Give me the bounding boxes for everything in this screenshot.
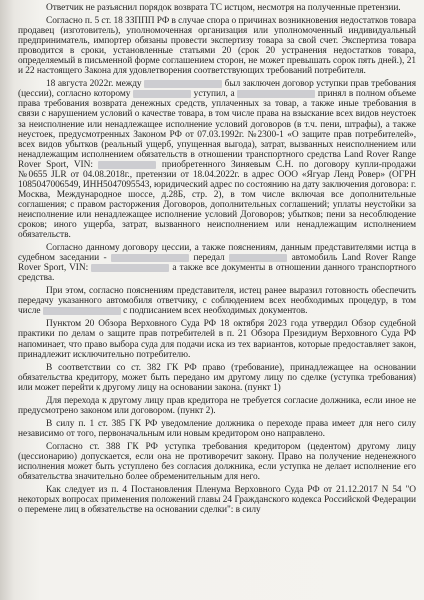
paragraph: Согласно п. 5 ст. 18 ЗЗППП РФ в случае спора о причинах возникновения недостатков товара продавец (изготовитель), уполномоченная организация или уполномоченный индивидуальный предприниматель, импортер обязаны провести экспертизу товара за свой счет. Экспертиза товара проводится в сроки, установленные статьями 20 (срок 20 устранения недостатков товара, определяемый в письменной форме соглашением сторон, не может превышать сорок пять дней.), 21 и 22 настоящего Закона для удовлетворения соответствующих требований потребителя.: [18, 16, 416, 77]
redaction-block: [133, 90, 191, 98]
paragraph: В силу п. 1 ст. 385 ГК РФ уведомление должника о переходе права имеет для него силу независимо от того, первоначальным или новым кредитором оно направлено.: [18, 418, 416, 439]
redaction-block: [43, 307, 121, 315]
redaction-block: [144, 80, 222, 88]
redaction-block: [229, 254, 287, 262]
paragraph: Согласно данному договору цессии, а также пояснениям, данным представителями истца в судебном заседании - передал автомобиль Land Rover Range Rover Sport, VIN: а также все документы в отношении данного транспортного средства.: [18, 243, 416, 284]
paragraph: Для перехода к другому лицу прав кредитора не требуется согласие должника, если иное не предусмотрено законом или договором. (пункт 2).: [18, 395, 416, 416]
redaction-block: [91, 264, 169, 272]
redaction-block: [111, 254, 189, 262]
paragraph: Согласно ст. 388 ГК РФ уступка требования кредитором (цедентом) другому лицу (цессионарию) допускается, если она не противоречит закону. Право на получение неденежного исполнения может быть уступлено без согласия должника, если уступка не делает исполнение его обязательства значительно более обременительным для него.: [18, 441, 416, 483]
paragraph: Ответчик не разъяснил порядок возврата ТС истцом, несмотря на полученные претензии.: [46, 3, 401, 13]
paragraph: Как следует из п. 4 Постановления Пленума Верховного Суда РФ от 21.12.2017 N 54 "О некоторых вопросах применения положений главы 24 Гражданского кодекса Российской Федерации о перемене лиц в обязательстве на основании сделки": в силу: [18, 485, 416, 516]
redaction-block: [237, 90, 315, 98]
paragraph: В соответствии со ст. 382 ГК РФ право (требование), принадлежащее на основании обязательства кредитору, может быть передано им другому лицу по сделке (уступка требования) или может перейти к другому лицу на основании закона. (пункт 1): [18, 362, 416, 393]
redaction-block: [98, 161, 156, 169]
paragraph: При этом, согласно пояснениям представителя, истец ранее выразил готовность обеспечить передачу указанного автомобиля ответчику, с соблюдением всех необходимых процедур, в том числе с подписанием всех необходимых документов.: [18, 286, 416, 317]
document-body: [18, 3, 416, 515]
paragraph: 18 августа 2022г. между был заключен договор уступки прав требования (цессии), согласно которому уступил, а принял в полном объеме права требования возврата денежных средств, уплаченных за товар, а также иные требования в связи с нарушением условий о качестве товара, в том числе права на взыскание всех видов неустоек за неисполнение или ненадлежащее исполнение условий договоров (в т.ч. пени, штрафы), а также неустоек, предусмотренных Законом РФ от 07.03.1992г. №2300-1 «О защите прав потребителей», всех видов убытков (реальный ущерб, упущенная выгода), затрат, вызванных неисполнением или ненадлежащим исполнением обязательств в отношении транспортного средства Land Rover Range Rover Sport, VIN: приобретенного Зиняевым С.Н. по договору купли-продажи №0655 JLR от 04.08.2018г., претензии от 18.04.2022г. в адрес ООО «Ягуар Ленд Ровер» (ОГРН 1085047006549, ИНН5047095543, юридический адрес по состоянию на дату заключения договора: г. Москва, Международное шоссе, д.28Б, стр. 2), в том числе включая все дополнительные соглашения; с правом расторжения Договоров, дополнительных соглашений; уплаты неустойки за неисполнение или ненадлежащее исполнение условий Договоров; убытков; пени за несоблюдение сроков; иного ущерба, затрат, вызванного неисполнением или ненадлежащим исполнением обязательств.: [18, 79, 416, 241]
paragraph: Пунктом 20 Обзора Верховного Суда РФ 18 октября 2023 года утвердил Обзор судебной практики по делам о защите прав потребителей в п. 21 Обзора Президиум Верховного Суда РФ напоминает, что право выбора суда для подачи иска из тех вариантов, которые предоставляет закон, принадлежит исключительно потребителю.: [18, 319, 416, 360]
